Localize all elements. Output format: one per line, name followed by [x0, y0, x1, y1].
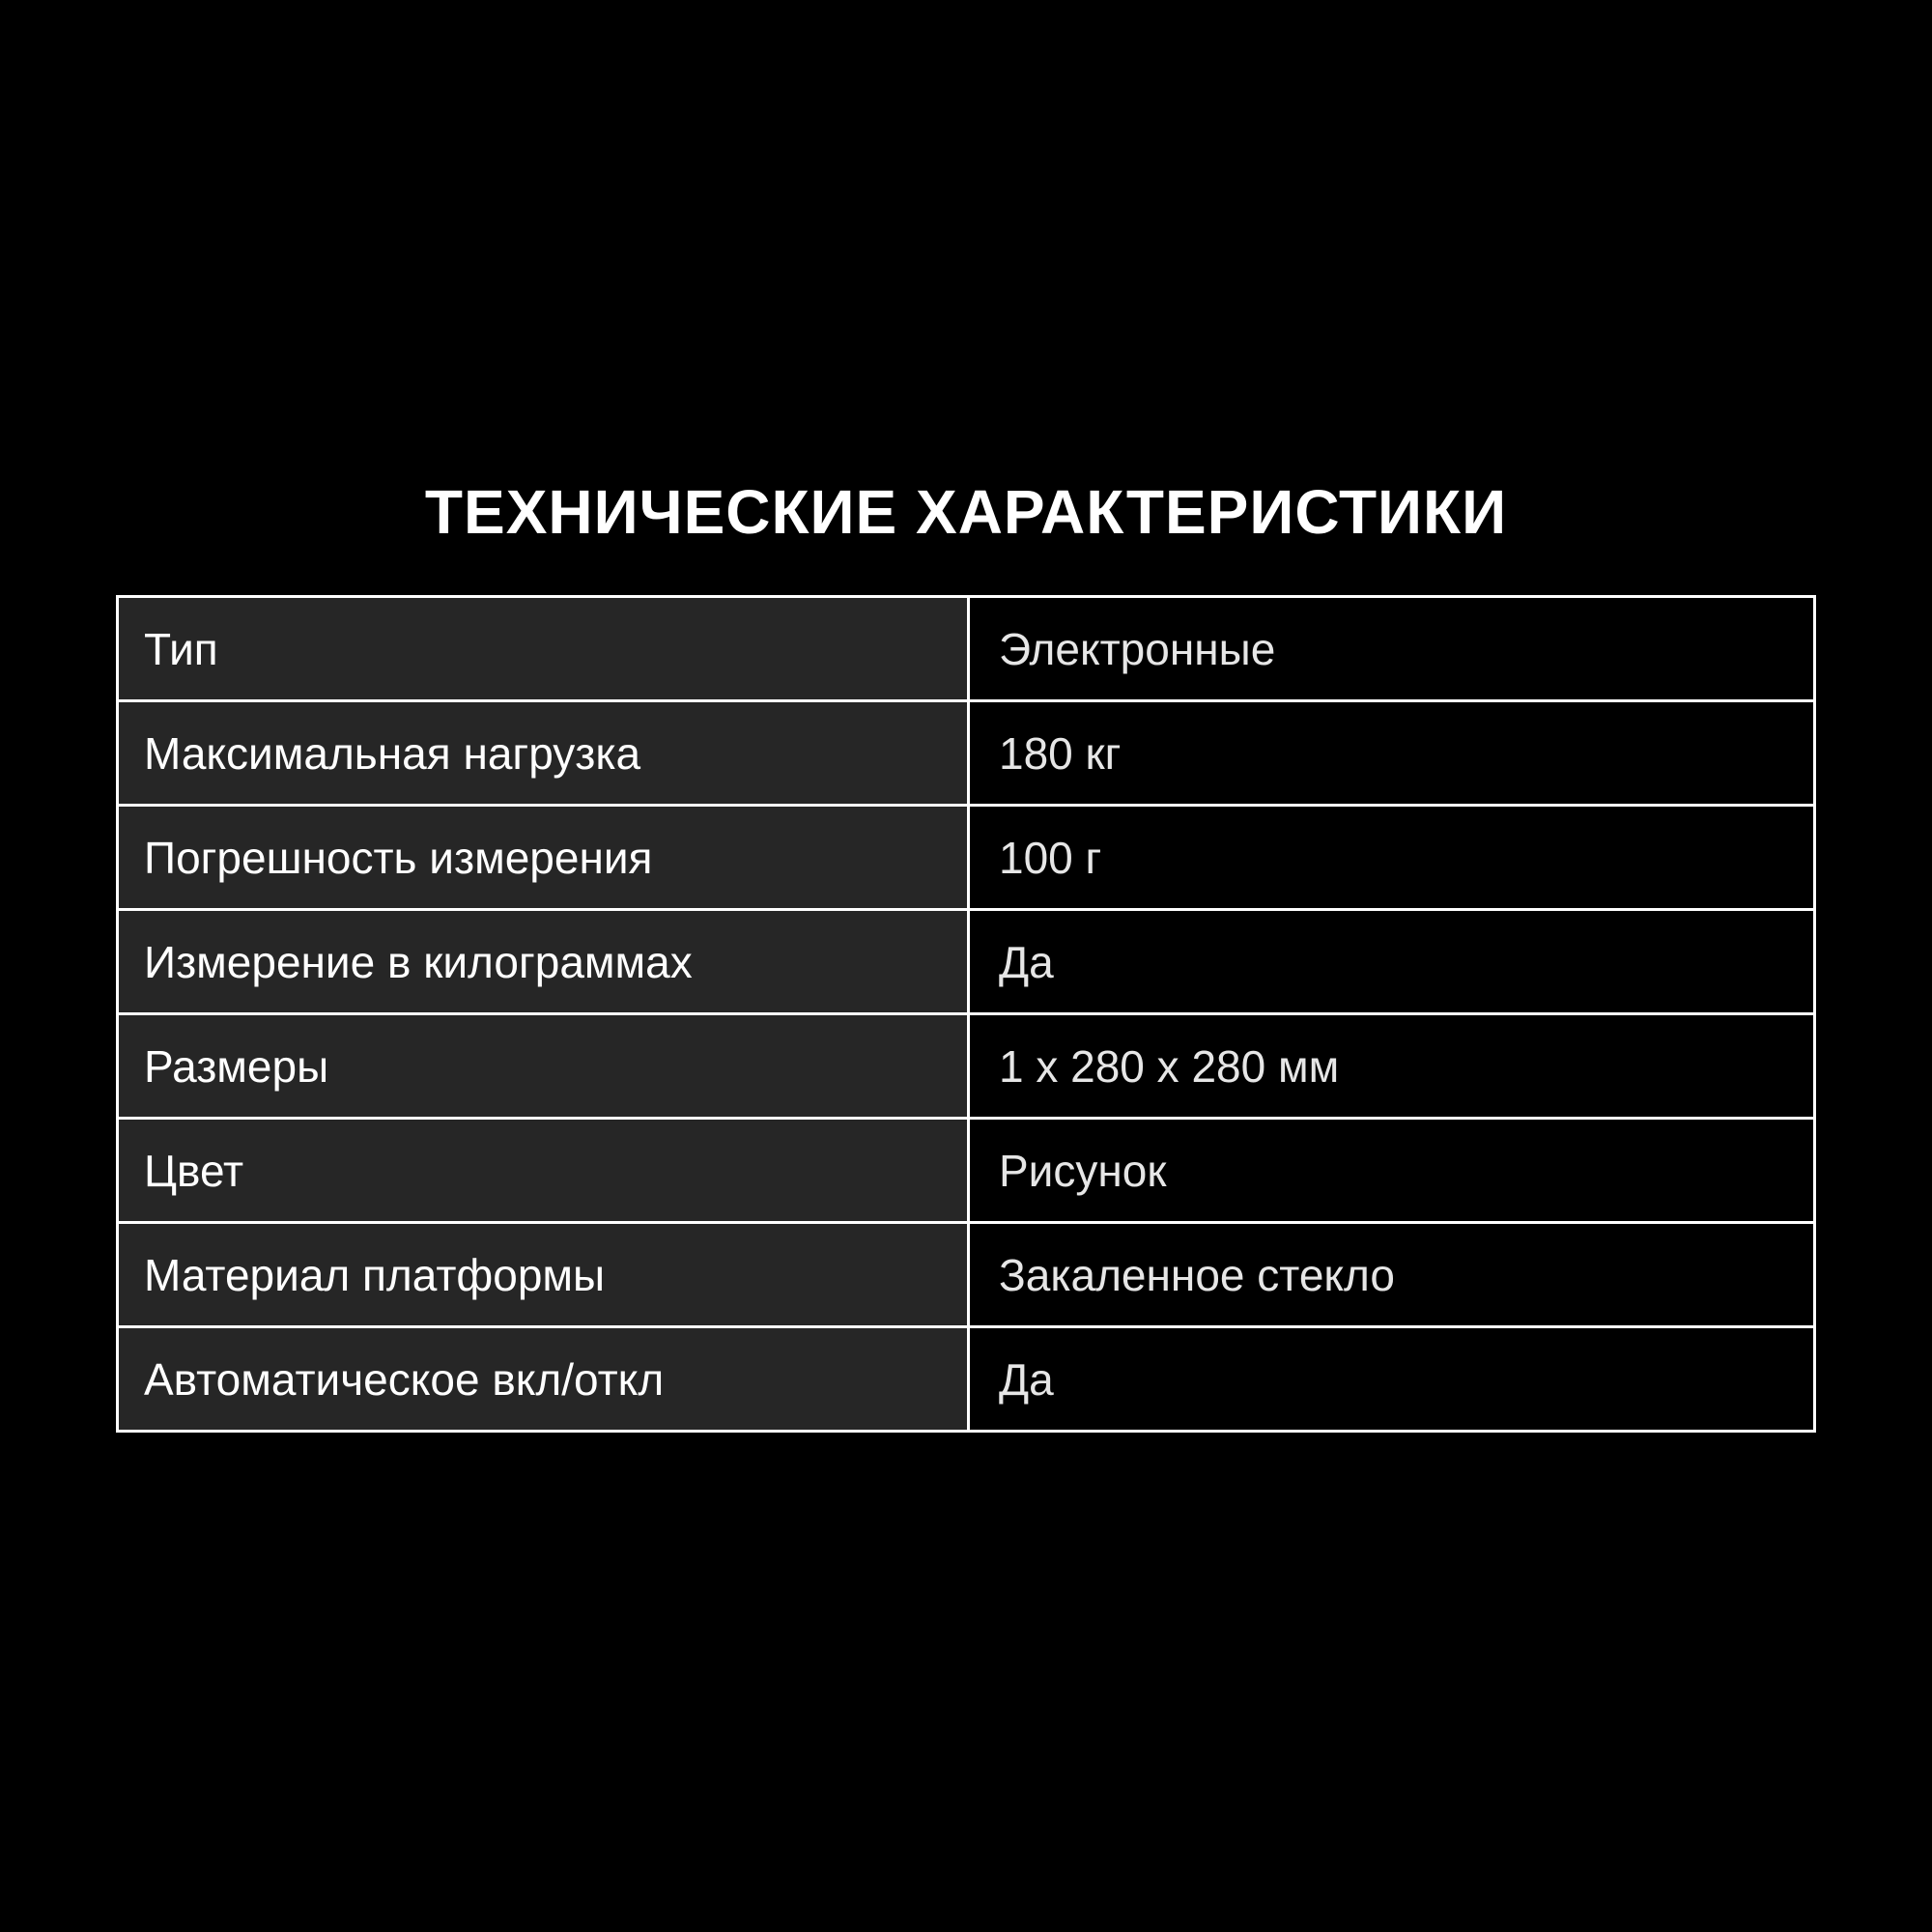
spec-label: Максимальная нагрузка	[118, 701, 969, 806]
spec-label: Автоматическое вкл/откл	[118, 1327, 969, 1432]
spec-value: Электронные	[969, 597, 1815, 701]
spec-value: Да	[969, 910, 1815, 1014]
spec-row-dimensions	[118, 1014, 1815, 1119]
spec-value: Закаленное стекло	[969, 1223, 1815, 1327]
spec-row-color	[118, 1119, 1815, 1223]
spec-label: Измерение в килограммах	[118, 910, 969, 1014]
specs-table	[116, 595, 1816, 1433]
spec-label: Цвет	[118, 1119, 969, 1223]
page-title: ТЕХНИЧЕСКИЕ ХАРАКТЕРИСТИКИ	[424, 477, 1508, 547]
spec-row-kilograms	[118, 910, 1815, 1014]
spec-row-accuracy	[118, 806, 1815, 910]
spec-label: Погрешность измерения	[118, 806, 969, 910]
spec-label: Материал платформы	[118, 1223, 969, 1327]
spec-value: 180 кг	[969, 701, 1815, 806]
spec-row-type	[118, 597, 1815, 701]
spec-label: Тип	[118, 597, 969, 701]
spec-value: Рисунок	[969, 1119, 1815, 1223]
spec-row-auto-on-off	[118, 1327, 1815, 1432]
spec-value: 1 х 280 х 280 мм	[969, 1014, 1815, 1119]
spec-row-platform-material	[118, 1223, 1815, 1327]
spec-row-max-load	[118, 701, 1815, 806]
spec-label: Размеры	[118, 1014, 969, 1119]
spec-value: Да	[969, 1327, 1815, 1432]
spec-value: 100 г	[969, 806, 1815, 910]
